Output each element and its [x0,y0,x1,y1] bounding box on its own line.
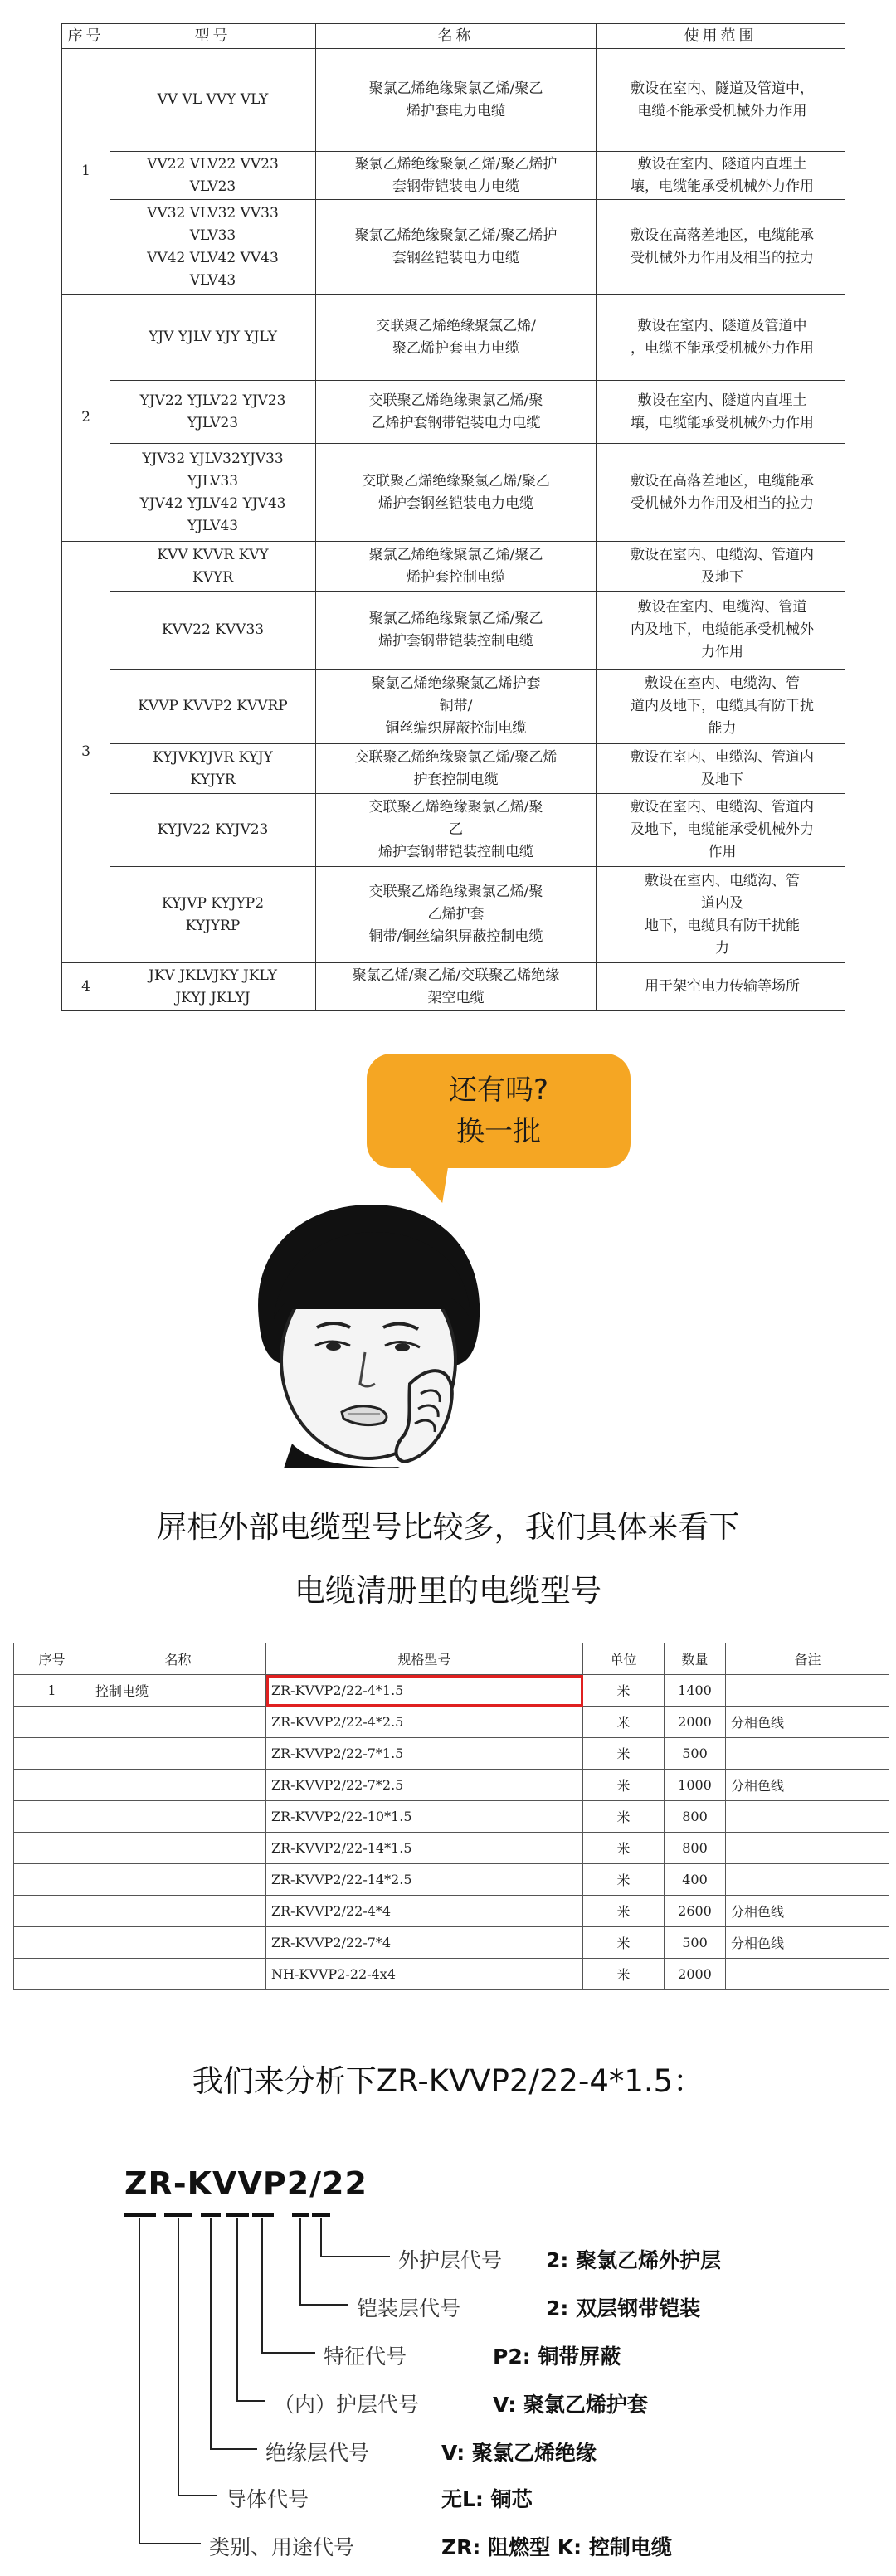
caption-line-2: 电缆清册里的电缆型号 [295,1573,601,1609]
table-row [62,152,845,200]
value-feature: P2: 铜带屏蔽 [493,2345,621,2369]
cable-list-body [14,1675,890,1990]
name-cell: 聚氯乙烯绝缘聚氯乙烯/聚乙 烯护套钢带铠装控制电缆 [316,592,597,670]
model-cell: KVV22 KVV33 [110,592,316,670]
value-insulation: V: 聚氯乙烯绝缘 [441,2441,597,2465]
group-no: 2 [62,295,110,542]
row-name [90,1927,266,1959]
header-name: 名称 [316,24,597,49]
model-cell: VV22 VLV22 VV23 VLV23 [110,152,316,200]
usage-cell: 敷设在室内、电缆沟、管道内 及地下，电缆能承受机械外力 作用 [597,794,845,867]
row-name [90,1959,266,1990]
header-unit: 单位 [583,1643,665,1675]
row-unit: 米 [583,1927,665,1959]
table-row [14,1896,890,1927]
usage-cell: 敷设在室内、电缆沟、管道内 及地下 [597,542,845,592]
meme-sticker [0,1054,896,1485]
label-insulation: 绝缘层代号 [265,2441,370,2465]
cable-list-table-wrapper [13,1643,889,2008]
name-cell: 交联聚乙烯绝缘聚氯乙烯/聚乙烯 护套控制电缆 [316,744,597,794]
label-conductor: 导体代号 [226,2487,309,2511]
name-cell: 聚氯乙烯绝缘聚氯乙烯/聚乙烯护 套钢丝铠装电力电缆 [316,200,597,295]
row-qty: 500 [665,1927,726,1959]
usage-cell: 敷设在室内、电缆沟、管道内 及地下 [597,744,845,794]
row-remark [726,1833,890,1864]
header-no: 序号 [62,24,110,49]
row-unit: 米 [583,1833,665,1864]
group-no: 3 [62,542,110,963]
table-row [14,1738,890,1770]
row-name [90,1833,266,1864]
label-inner-sheath: （内）护层代号 [274,2393,420,2417]
row-remark [726,1959,890,1990]
table-row [62,592,845,670]
row-name [90,1738,266,1770]
row-no [14,1959,90,1990]
group-no: 4 [62,963,110,1011]
value-inner-sheath: V: 聚氯乙烯护套 [493,2393,648,2417]
name-cell: 交联聚乙烯绝缘聚氯乙烯/聚乙 烯护套钢丝铠装电力电缆 [316,444,597,542]
usage-cell: 敷设在高落差地区，电缆能承 受机械外力作用及相当的拉力 [597,444,845,542]
header-model: 型号 [110,24,316,49]
row-remark [726,1738,890,1770]
row-no: 1 [14,1675,90,1707]
row-no [14,1896,90,1927]
row-unit: 米 [583,1770,665,1801]
table-row [62,381,845,444]
table-header-row [62,24,845,49]
row-unit: 米 [583,1675,665,1707]
row-unit: 米 [583,1801,665,1833]
table-row [14,1833,890,1864]
row-name [90,1770,266,1801]
name-cell: 聚氯乙烯绝缘聚氯乙烯/聚乙烯护 套钢带铠装电力电缆 [316,152,597,200]
name-cell: 聚氯乙烯绝缘聚氯乙烯/聚乙 烯护套电力电缆 [316,49,597,152]
bubble-line-1: 还有吗? [448,1074,549,1107]
model-cell: YJV22 YJLV22 YJV23 YJLV23 [110,381,316,444]
table-row [62,794,845,867]
header-remark: 备注 [726,1643,890,1675]
row-no [14,1864,90,1896]
cable-list-table [13,1643,889,1990]
header-no: 序号 [14,1643,90,1675]
usage-cell: 敷设在室内、隧道及管道中 ，电缆不能承受机械外力作用 [597,295,845,381]
table-row [62,867,845,963]
label-outer-sheath: 外护层代号 [398,2248,503,2272]
row-spec: ZR-KVVP2/22-7*1.5 [266,1738,583,1770]
usage-cell: 敷设在室内、隧道内直埋土 壤，电缆能承受机械外力作用 [597,381,845,444]
row-name [90,1801,266,1833]
row-qty: 400 [665,1864,726,1896]
row-qty: 1000 [665,1770,726,1801]
value-category: ZR: 阻燃型 K: 控制电缆 [441,2535,672,2559]
header-spec: 规格型号 [266,1643,583,1675]
value-armour: 2: 双层钢带铠装 [546,2296,701,2320]
row-name [90,1896,266,1927]
table-row [62,744,845,794]
row-unit: 米 [583,1864,665,1896]
table-row [62,295,845,381]
row-remark [726,1675,890,1707]
cable-type-table [61,23,845,1011]
model-cell: YJV YJLV YJY YJLY [110,295,316,381]
model-cell: KVVP KVVP2 KVVRP [110,670,316,744]
row-remark: 分相色线 [726,1770,890,1801]
usage-cell: 敷设在室内、隧道内直埋土 壤，电缆能承受机械外力作用 [597,152,845,200]
model-cell: YJV32 YJLV32YJV33 YJLV33 YJV42 YJLV42 YJV43 YJLV43 [110,444,316,542]
group-no: 1 [62,49,110,295]
caption-line-1: 屏柜外部电缆型号比较多，我们具体来看下 [156,1509,740,1545]
label-feature: 特征代号 [324,2345,407,2369]
model-breakdown-diagram [0,2124,896,2576]
table-row [14,1801,890,1833]
row-spec: ZR-KVVP2/22-4*4 [266,1896,583,1927]
table-row [62,444,845,542]
usage-cell: 用于架空电力传输等场所 [597,963,845,1011]
row-name [90,1707,266,1738]
row-remark: 分相色线 [726,1927,890,1959]
row-name [90,1864,266,1896]
table-row [62,200,845,295]
row-name: 控制电缆 [90,1675,266,1707]
row-no [14,1738,90,1770]
thinking-face-icon [234,1195,499,1468]
name-cell: 交联聚乙烯绝缘聚氯乙烯/聚 乙 烯护套钢带铠装控制电缆 [316,794,597,867]
table-row [14,1707,890,1738]
usage-cell: 敷设在室内、电缆沟、管 道内及 地下，电缆具有防干扰能 力 [597,867,845,963]
row-spec: ZR-KVVP2/22-14*2.5 [266,1864,583,1896]
row-qty: 2600 [665,1896,726,1927]
name-cell: 交联聚乙烯绝缘聚氯乙烯/ 聚乙烯护套电力电缆 [316,295,597,381]
speech-bubble [367,1054,631,1168]
label-category: 类别、用途代号 [209,2535,355,2559]
model-cell: VV VL VVY VLY [110,49,316,152]
model-cell: VV32 VLV32 VV33 VLV33 VV42 VLV42 VV43 VLV43 [110,200,316,295]
table-row [62,670,845,744]
name-cell: 聚氯乙烯绝缘聚氯乙烯护套 铜带/ 铜丝编织屏蔽控制电缆 [316,670,597,744]
value-conductor: 无L: 铜芯 [441,2487,533,2511]
model-cell: JKV JKLVJKY JKLY JKYJ JKLYJ [110,963,316,1011]
name-cell: 交联聚乙烯绝缘聚氯乙烯/聚 乙烯护套钢带铠装电力电缆 [316,381,597,444]
row-no [14,1833,90,1864]
row-qty: 800 [665,1801,726,1833]
table-header-row [14,1643,890,1675]
table-row [62,49,845,152]
table-row [62,542,845,592]
usage-cell: 敷设在高落差地区，电缆能承 受机械外力作用及相当的拉力 [597,200,845,295]
row-spec: ZR-KVVP2/22-7*4 [266,1927,583,1959]
name-cell: 聚氯乙烯绝缘聚氯乙烯/聚乙 烯护套控制电缆 [316,542,597,592]
name-cell: 聚氯乙烯/聚乙烯/交联聚乙烯绝缘 架空电缆 [316,963,597,1011]
header-name: 名称 [90,1643,266,1675]
row-unit: 米 [583,1959,665,1990]
table-row [14,1675,890,1707]
row-qty: 1400 [665,1675,726,1707]
analysis-caption: 我们来分析下ZR-KVVP2/22-4*1.5： [192,2063,704,2099]
usage-cell: 敷设在室内、电缆沟、管 道内及地下，电缆具有防干扰 能力 [597,670,845,744]
row-remark: 分相色线 [726,1896,890,1927]
table-row [14,1927,890,1959]
row-qty: 2000 [665,1959,726,1990]
table-row [14,1770,890,1801]
row-qty: 800 [665,1833,726,1864]
row-qty: 2000 [665,1707,726,1738]
bubble-line-2: 换一批 [456,1115,541,1148]
row-remark [726,1864,890,1896]
row-spec: ZR-KVVP2/22-4*2.5 [266,1707,583,1738]
row-spec: ZR-KVVP2/22-4*1.5 [266,1675,583,1707]
usage-cell: 敷设在室内、电缆沟、管道 内及地下，电缆能承受机械外 力作用 [597,592,845,670]
row-no [14,1801,90,1833]
row-qty: 500 [665,1738,726,1770]
row-no [14,1927,90,1959]
row-no [14,1707,90,1738]
row-unit: 米 [583,1707,665,1738]
table-row [62,963,845,1011]
model-cell: KVV KVVR KVY KVYR [110,542,316,592]
value-outer-sheath: 2: 聚氯乙烯外护层 [546,2248,722,2272]
model-cell: KYJVKYJVR KYJY KYJYR [110,744,316,794]
row-spec: NH-KVVP2-22-4x4 [266,1959,583,1990]
header-usage: 使用范围 [597,24,845,49]
table-row [14,1959,890,1990]
row-unit: 米 [583,1896,665,1927]
row-unit: 米 [583,1738,665,1770]
model-code: ZR-KVVP2/22 [124,2165,368,2202]
label-armour: 铠装层代号 [357,2296,461,2320]
row-spec: ZR-KVVP2/22-7*2.5 [266,1770,583,1801]
row-no [14,1770,90,1801]
model-cell: KYJV22 KYJV23 [110,794,316,867]
name-cell: 交联聚乙烯绝缘聚氯乙烯/聚 乙烯护套 铜带/铜丝编织屏蔽控制电缆 [316,867,597,963]
table-row [14,1864,890,1896]
row-spec: ZR-KVVP2/22-10*1.5 [266,1801,583,1833]
header-qty: 数量 [665,1643,726,1675]
row-spec: ZR-KVVP2/22-14*1.5 [266,1833,583,1864]
row-remark: 分相色线 [726,1707,890,1738]
model-cell: KYJVP KYJYP2 KYJYRP [110,867,316,963]
usage-cell: 敷设在室内、隧道及管道中， 电缆不能承受机械外力作用 [597,49,845,152]
row-remark [726,1801,890,1833]
